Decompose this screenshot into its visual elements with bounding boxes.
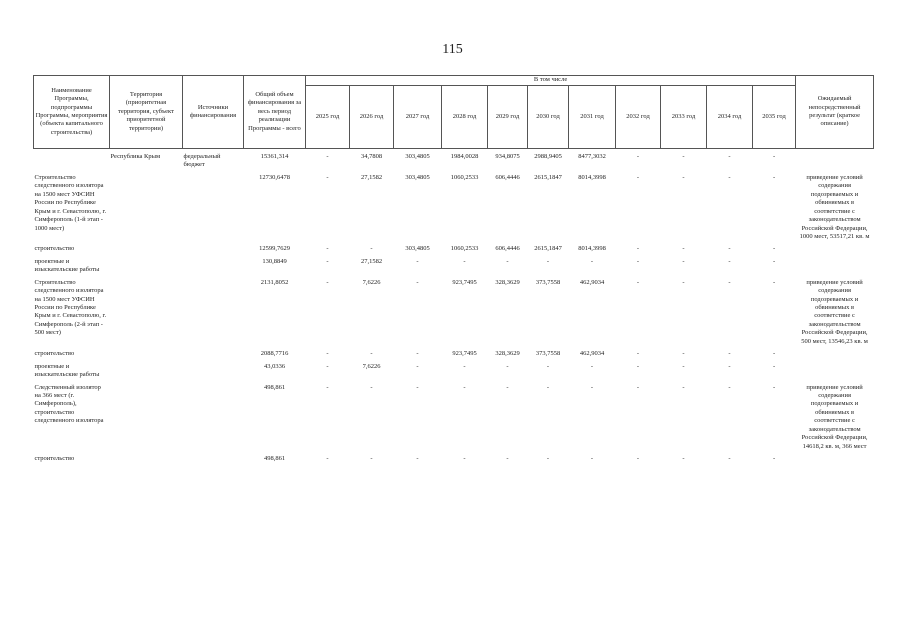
cell-year-value: - (590, 257, 594, 265)
cell-year-value: 7,6226 (362, 278, 381, 286)
cell-year-value: - (506, 362, 509, 370)
cell-year-value: 462,9034 (579, 350, 605, 358)
table-row (34, 153, 874, 170)
cell-year-value: - (416, 383, 419, 391)
cell-total: 2131,8052 (260, 278, 289, 286)
cell-result: приведение условий содержания подозреваемых и обвиняемых в соответствие с законодательством Российской Федерации, 500 мест, 13546,23 кв. м (801, 278, 868, 345)
cell-source (183, 363, 244, 380)
cell-result (796, 350, 874, 358)
cell-year-value: 462,9034 (579, 278, 605, 286)
table-row (34, 350, 874, 358)
cell-year-value: 1984,0028 (450, 153, 479, 160)
cell-territory (110, 279, 183, 347)
cell-year-value: - (728, 153, 731, 160)
cell-source (183, 384, 244, 452)
table-row (34, 455, 874, 463)
cell-year-value: - (772, 245, 776, 253)
cell-year-value: - (370, 455, 373, 462)
header-year: 2031 год (569, 86, 616, 149)
cell-year-value: - (772, 153, 776, 160)
header-group: В том числе (306, 76, 796, 86)
cell-territory (110, 245, 183, 253)
header-name: Наименование Программы, подпрограммы Программы, мероприятия (объекта капитального строительства) (34, 76, 110, 149)
table-body (34, 149, 874, 464)
cell-year-value: 1060,2533 (450, 245, 479, 253)
header-source: Источники финансирования (183, 76, 244, 149)
cell-territory (110, 350, 183, 358)
header-year: 2030 год (528, 86, 569, 149)
header-year: 2032 год (616, 86, 661, 149)
cell-year-value: - (636, 173, 640, 181)
cell-year-value: - (590, 362, 594, 370)
cell-year-value: 328,3629 (495, 350, 520, 358)
cell-year-value: 2988,9405 (534, 153, 562, 160)
cell-year-value: 606,4446 (495, 245, 520, 253)
cell-total: 12730,6478 (259, 173, 290, 181)
cell-year-value: - (370, 350, 373, 358)
cell-year-value: - (682, 455, 685, 462)
cell-total: 43,0336 (263, 362, 286, 370)
cell-year-value: - (463, 257, 466, 265)
cell-year-value: - (416, 350, 419, 358)
cell-result (796, 363, 874, 380)
cell-year-value: 923,7495 (452, 278, 477, 286)
cell-year-value: 8014,3998 (578, 245, 606, 253)
cell-year-value: - (326, 278, 329, 286)
cell-year-value: - (506, 383, 509, 391)
cell-name: строительство (34, 350, 75, 358)
cell-year-value: 373,7558 (535, 278, 561, 286)
cell-total: 498,861 (263, 455, 286, 462)
cell-source (183, 279, 244, 347)
cell-year-value: - (326, 153, 329, 160)
header-year: 2028 год (442, 86, 488, 149)
cell-year-value: - (636, 153, 640, 160)
cell-year-value: - (546, 383, 550, 391)
cell-year-value: - (772, 173, 776, 181)
cell-year-value: - (326, 350, 329, 358)
cell-year-value: - (728, 455, 731, 462)
cell-year-value: - (682, 278, 685, 286)
cell-year-value: - (326, 455, 329, 462)
cell-year-value: - (682, 257, 685, 265)
cell-territory (110, 455, 183, 463)
cell-name: Строительство следственного изолятора на 1500 мест УФСИН России по Республике Крым и г. Севастополю, г. Симферополь (1-й этап - 1000 мест) (34, 173, 107, 232)
table-row (34, 384, 874, 452)
cell-year-value: 2615,1847 (534, 173, 562, 181)
header-year: 2029 год (488, 86, 528, 149)
cell-year-value: - (728, 362, 731, 370)
cell-year-value: - (682, 362, 685, 370)
cell-year-value: - (370, 383, 373, 391)
cell-name: Следственный изолятор на 366 мест (г. Симферополь), строительство следственного изолятора (34, 383, 104, 425)
cell-territory (110, 384, 183, 452)
table-row (34, 363, 874, 380)
cell-year-value: 328,3629 (495, 278, 520, 286)
header-year: 2033 год (661, 86, 707, 149)
cell-year-value: - (728, 173, 731, 181)
cell-year-value: 303,4805 (405, 173, 430, 181)
cell-source: федеральный бюджет (183, 153, 221, 169)
cell-year-value: 2615,1847 (534, 245, 562, 253)
cell-source (183, 245, 244, 253)
page-number: 115 (442, 42, 463, 57)
cell-year-value: - (682, 383, 685, 391)
cell-year-value: - (772, 383, 776, 391)
cell-name: строительство (34, 455, 75, 462)
header-year: 2035 год (753, 86, 796, 149)
cell-year-value: 27,1582 (360, 257, 383, 265)
cell-year-value: 373,7558 (535, 350, 561, 358)
cell-year-value: - (326, 257, 329, 265)
cell-name: проектные и изыскательские работы (34, 362, 100, 379)
cell-year-value: 923,7495 (452, 350, 477, 358)
cell-territory (110, 363, 183, 380)
table-row (34, 279, 874, 347)
cell-year-value: - (416, 257, 419, 265)
cell-name: Строительство следственного изолятора на 1500 мест УФСИН России по Республике Крым и г. Севастополю, г. Симферополь (2-й этап - 500 мест) (34, 278, 107, 337)
header-year: 2025 год (306, 86, 350, 149)
cell-source (183, 174, 244, 242)
cell-year-value: 27,1582 (360, 173, 383, 181)
table-header (34, 76, 874, 149)
cell-year-value: - (326, 362, 329, 370)
cell-territory (110, 174, 183, 242)
cell-year-value: - (326, 173, 329, 181)
cell-name (34, 153, 110, 170)
cell-year-value: 1060,2533 (450, 173, 479, 181)
cell-year-value: - (590, 455, 594, 462)
cell-year-value: - (416, 278, 419, 286)
cell-year-value: 303,4805 (405, 153, 430, 160)
cell-year-value: - (463, 455, 466, 462)
cell-territory (110, 258, 183, 275)
cell-year-value: 606,4446 (495, 173, 520, 181)
cell-year-value: - (546, 455, 550, 462)
cell-year-value: - (326, 383, 329, 391)
table-row (34, 174, 874, 242)
header-total: Общий объем финансирования за весь период реализации Программы - всего (244, 76, 306, 149)
table-row (34, 258, 874, 275)
header-year: 2034 год (707, 86, 753, 149)
cell-result (796, 455, 874, 463)
cell-year-value: - (636, 455, 640, 462)
cell-year-value: - (772, 362, 776, 370)
cell-source (183, 350, 244, 358)
cell-year-value: - (463, 383, 466, 391)
cell-total: 130,8849 (262, 257, 287, 265)
cell-result (796, 153, 874, 170)
cell-total: 15361,314 (260, 153, 289, 160)
cell-year-value: - (728, 278, 731, 286)
cell-total: 12599,7629 (259, 245, 290, 253)
cell-year-value: - (370, 245, 373, 253)
cell-year-value: 303,4805 (405, 245, 430, 253)
cell-year-value: - (636, 245, 640, 253)
cell-territory: Республика Крым (110, 153, 161, 160)
cell-name: проектные и изыскательские работы (34, 257, 100, 274)
financing-table (33, 75, 874, 463)
cell-year-value: - (772, 278, 776, 286)
header-year: 2027 год (394, 86, 442, 149)
cell-year-value: 7,6226 (362, 362, 381, 370)
cell-total: 2088,7716 (260, 350, 289, 358)
cell-year-value: - (463, 362, 466, 370)
cell-year-value: - (772, 350, 776, 358)
table-row (34, 245, 874, 253)
cell-year-value: 34,7808 (360, 153, 383, 160)
cell-year-value: 934,8075 (495, 153, 520, 160)
cell-year-value: - (590, 383, 594, 391)
cell-year-value: - (728, 350, 731, 358)
cell-result: приведение условий содержания подозреваемых и обвиняемых в соответствие с законодательством Российской Федерации, 1000 мест, 53517,21 кв. м (799, 173, 870, 240)
cell-result (796, 245, 874, 253)
cell-year-value: - (636, 257, 640, 265)
cell-year-value: - (506, 455, 509, 462)
cell-year-value: - (772, 257, 776, 265)
cell-year-value: - (416, 362, 419, 370)
cell-year-value: - (682, 350, 685, 358)
cell-year-value: - (546, 257, 550, 265)
cell-year-value: - (636, 362, 640, 370)
cell-year-value: - (636, 383, 640, 391)
cell-year-value: - (636, 278, 640, 286)
cell-year-value: - (416, 455, 419, 462)
cell-result: приведение условий содержания подозреваемых и обвиняемых в соответствие с законодательством Российской Федерации, 14618,2 кв. м, 366 мест (801, 383, 868, 450)
cell-year-value: - (682, 245, 685, 253)
cell-result (796, 258, 874, 275)
cell-year-value: - (728, 257, 731, 265)
cell-year-value: - (772, 455, 776, 462)
cell-name: строительство (34, 245, 75, 253)
cell-year-value: - (682, 173, 685, 181)
cell-year-value: - (682, 153, 685, 160)
cell-year-value: - (636, 350, 640, 358)
cell-year-value: - (326, 245, 329, 253)
cell-year-value: - (546, 362, 550, 370)
header-result: Ожидаемый непосредственный результат (краткое описание) (796, 76, 874, 149)
cell-year-value: 8014,3998 (578, 173, 606, 181)
cell-year-value: 8477,3032 (578, 153, 606, 160)
cell-year-value: - (506, 257, 509, 265)
cell-total: 498,861 (263, 383, 286, 391)
header-year: 2026 год (350, 86, 394, 149)
header-territory: Территория (приоритетная территория, субъект приоритетной территории) (110, 76, 183, 149)
cell-source (183, 455, 244, 463)
cell-year-value: - (728, 383, 731, 391)
cell-source (183, 258, 244, 275)
cell-year-value: - (728, 245, 731, 253)
